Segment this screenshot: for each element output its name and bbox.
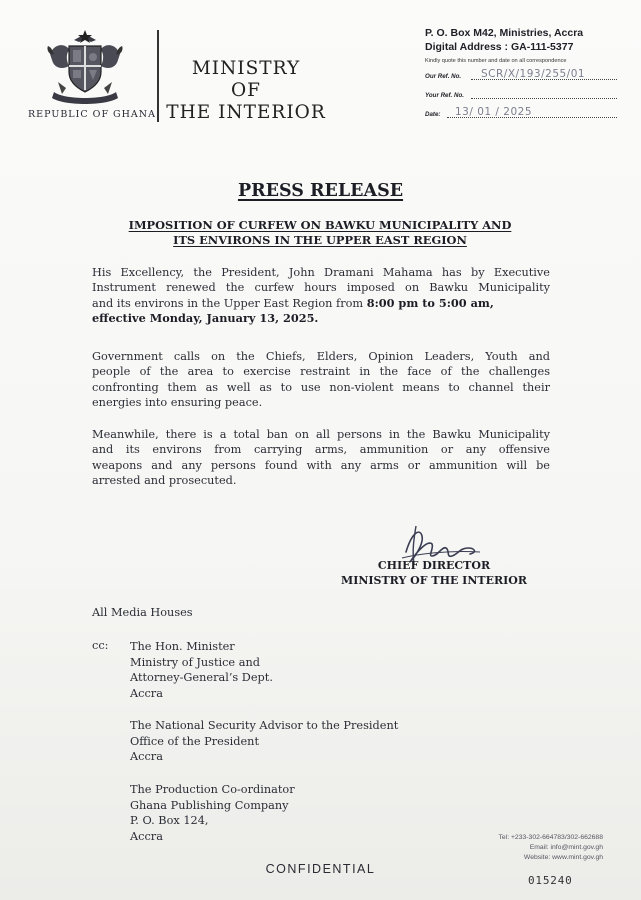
cc-recipient [130,639,273,701]
subheading-line-1: IMPOSITION OF CURFEW ON BAWKU MUNICIPALITY AND [128,218,512,232]
address-block [425,26,625,121]
cc-line: Accra [130,750,163,763]
paragraph-line: Government calls on the Chiefs, Elders, Opinion Leaders, Youth and [92,350,550,363]
addressee: All Media Houses [92,606,193,619]
paragraph-line: and its environs from carrying arms, ammunition or any offensive [92,443,550,457]
cc-line: The Production Co-ordinator [130,783,295,796]
ministry-line-1: MINISTRY [191,58,301,79]
subheading-line-2: ITS ENVIRONS IN THE UPPER EAST REGION [173,233,467,247]
paragraph-line: weapons and any persons found with any arms or ammunition will be [92,458,550,472]
postal-address: P. O. Box M42, Ministries, Accra [425,27,584,39]
our-ref-row [425,64,625,83]
paragraph-line: Meanwhile, there is a total ban on all persons in the Bawku Municipality [92,428,550,441]
cc-recipient [130,718,398,765]
signatory-title: CHIEF DIRECTOR [377,559,491,572]
paragraph-line: energies into ensuring peace. [92,395,263,409]
paragraph-curfew [92,265,550,326]
cc-line: Office of the President [130,734,259,748]
your-ref-line [471,98,617,99]
paragraph-line [92,296,550,311]
cc-line: Attorney-General’s Dept. [130,671,273,684]
paragraph-arms-ban [92,427,550,488]
curfew-hours: 8:00 pm to 5:00 am, [366,295,494,310]
ministry-line-2: OF [230,80,261,101]
signatory-office: MINISTRY OF THE INTERIOR [341,574,527,587]
document-title [0,181,641,201]
date-label: Date: [425,111,441,118]
contact-email: Email: info@mint.gov.gh [529,844,603,851]
ghana-coat-of-arms-logo [44,30,126,106]
press-release-title: PRESS RELEASE [237,181,404,201]
quote-number-note: Kindly quote this number and date on all correspondence [425,58,567,64]
republic-of-ghana-label: REPUBLIC OF GHANA [28,109,156,120]
paragraph-restraint [92,349,550,410]
curfew-region-text: and its environs in the Upper East Region from [92,296,367,310]
confidential-label: CONFIDENTIAL [265,862,376,876]
paragraph-line: people of the area to exercise restraint in the face of the challenges [92,365,550,379]
contact-details [499,833,604,863]
date-value: 13/ 01 / 2025 [455,106,533,118]
contact-website: Website: www.mint.gov.gh [523,854,603,861]
subheading [70,218,570,248]
cc-line: The National Security Advisor to the President [130,719,399,732]
digital-address: Digital Address : GA-111-5377 [425,41,574,53]
cc-line: Accra [130,829,163,843]
cc-line: The Hon. Minister [130,640,235,653]
cc-recipient [130,782,295,844]
ministry-name [160,58,332,124]
our-ref-label: Our Ref. No. [425,73,462,80]
cc-line: P. O. Box 124, [130,814,209,827]
cc-line: Ghana Publishing Company [130,798,289,812]
serial-number: 015240 [528,874,573,887]
letterhead-divider [157,30,159,122]
cc-line: Accra [130,686,163,700]
contact-tel: Tel: +233-302-664783/302-662688 [498,834,603,841]
date-row [425,102,625,121]
paragraph-line: His Excellency, the President, John Dramani Mahama has by Executive [92,266,550,279]
paragraph-line: arrested and prosecuted. [92,473,237,487]
signatory-block [330,558,538,588]
paragraph-line: confronting them as well as to use non-violent means to channel their [92,380,550,394]
effective-date: effective Monday, January 13, 2025. [92,310,319,325]
cc-label: cc: [92,639,109,652]
paragraph-line: Instrument renewed the curfew hours imposed on Bawku Municipality [92,281,550,295]
our-ref-value: SCR/X/193/255/01 [481,68,586,80]
your-ref-label: Your Ref. No. [425,92,464,99]
your-ref-row [425,83,625,102]
ministry-line-3: THE INTERIOR [166,102,326,123]
cc-line: Ministry of Justice and [130,655,260,669]
